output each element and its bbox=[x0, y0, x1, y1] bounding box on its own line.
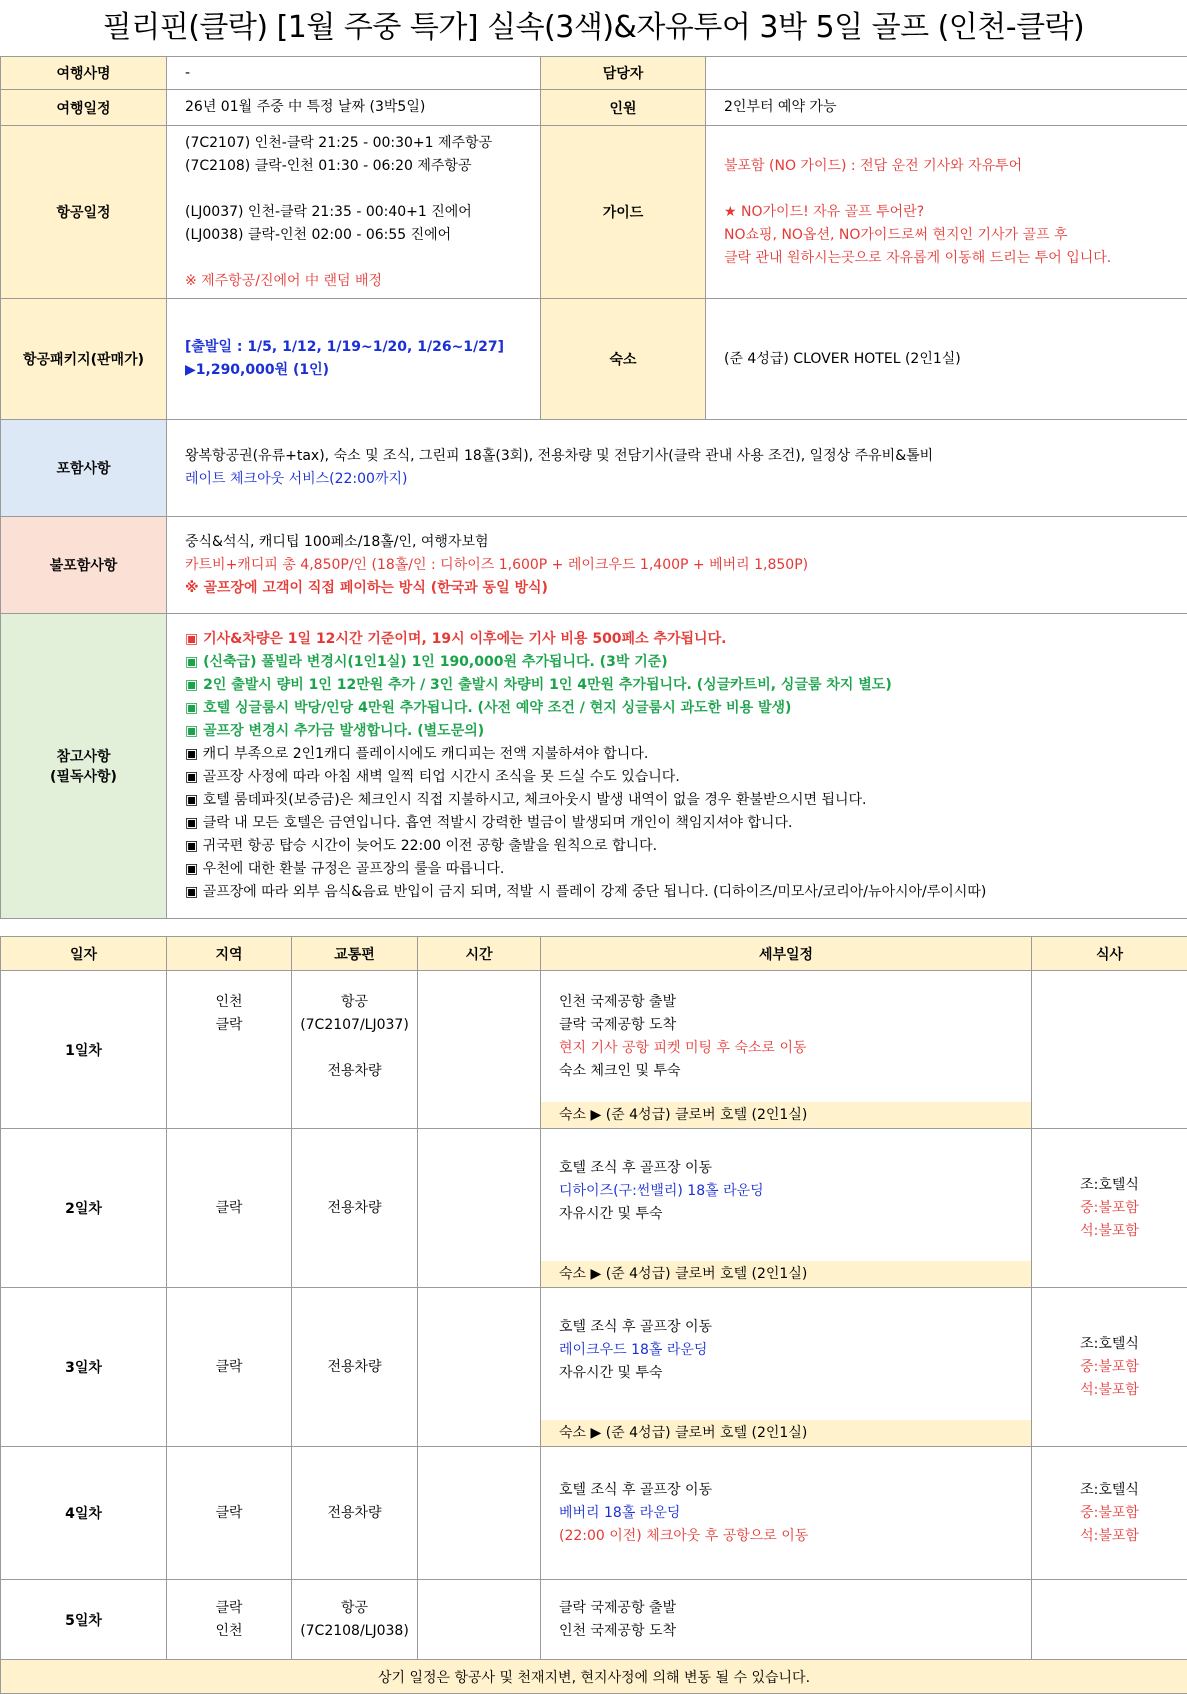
package-amount: ▶1,290,000원 (1인) bbox=[185, 359, 540, 382]
page-title: 필리핀(클락) [1월 주중 특가] 실속(3색)&자유투어 3박 5일 골프 (인천-클락) bbox=[0, 0, 1187, 56]
details-cell: 호텔 조식 후 골프장 이동 디하이즈(구:썬밸리) 18홀 라운딩 자유시간 및 투숙 숙소 ▶ (준 4성급) 클로버 호텔 (2인1실) bbox=[541, 1129, 1032, 1288]
hotel-bar: 숙소 ▶ (준 4성급) 클로버 호텔 (2인1실) bbox=[541, 1420, 1031, 1446]
note-line: ▣ 골프장 사정에 따라 아침 새벽 일찍 티업 시간시 조식을 못 드실 수도 있습니다. bbox=[185, 766, 1187, 789]
meals-cell bbox=[1032, 1580, 1187, 1660]
details-cell: 호텔 조식 후 골프장 이동 베버리 18홀 라운딩 (22:00 이전) 체크아웃 후 공항으로 이동 bbox=[541, 1447, 1032, 1580]
time-cell bbox=[418, 1447, 541, 1580]
manager-label: 담당자 bbox=[541, 57, 706, 90]
flight-note: ※ 제주항공/진에어 中 랜덤 배정 bbox=[185, 270, 540, 293]
time-cell bbox=[418, 1288, 541, 1447]
flight-line: (LJ0038) 클락-인천 02:00 - 06:55 진에어 bbox=[185, 224, 540, 247]
meals-cell: 조:호텔식 중:불포함 석:불포함 bbox=[1032, 1447, 1187, 1580]
flight-line: (7C2107) 인천-클락 21:25 - 00:30+1 제주항공 bbox=[185, 132, 540, 155]
itinerary-table bbox=[0, 936, 1187, 1694]
exclude-line: ※ 골프장에 고객이 직접 페이하는 방식 (한국과 동일 방식) bbox=[185, 577, 1187, 600]
meals-cell bbox=[1032, 971, 1187, 1129]
region-cell: 인천 클락 bbox=[167, 971, 292, 1129]
day-label: 4일차 bbox=[1, 1447, 167, 1580]
day-label: 1일차 bbox=[1, 971, 167, 1129]
details-cell: 클락 국제공항 출발 인천 국제공항 도착 bbox=[541, 1580, 1032, 1660]
package-dates: [출발일 : 1/5, 1/12, 1/19~1/20, 1/26~1/27] bbox=[185, 336, 540, 359]
details-cell: 인천 국제공항 출발 클락 국제공항 도착 현지 기사 공항 피켓 미팅 후 숙소로 이동 숙소 체크인 및 투숙 숙소 ▶ (준 4성급) 클로버 호텔 (2인1실) bbox=[541, 971, 1032, 1129]
header-details: 세부일정 bbox=[541, 937, 1032, 971]
transport-cell: 전용차량 bbox=[292, 1288, 418, 1447]
region-cell: 클락 bbox=[167, 1129, 292, 1288]
agency-label: 여행사명 bbox=[1, 57, 167, 90]
guide-info bbox=[706, 126, 1187, 299]
region-cell: 클락 bbox=[167, 1288, 292, 1447]
guide-line: NO쇼핑, NO옵션, NO가이드로써 현지인 기사가 골프 후 bbox=[724, 224, 1187, 247]
note-line: ▣ 클락 내 모든 호텔은 금연입니다. 흡연 적발시 강력한 벌금이 발생되며 개인이 책임지셔야 합니다. bbox=[185, 812, 1187, 835]
guide-line: 클락 관내 원하시는곳으로 자유롭게 이동해 드리는 투어 입니다. bbox=[724, 247, 1187, 270]
table-row bbox=[1, 1447, 1187, 1580]
transport-cell: 항공 (7C2108/LJ038) bbox=[292, 1580, 418, 1660]
note-line: ▣ (신축급) 풀빌라 변경시(1인1실) 1인 190,000원 추가됩니다. (3박 기준) bbox=[185, 651, 1187, 674]
footer-note: 상기 일정은 항공사 및 천재지변, 현지사정에 의해 변동 될 수 있습니다. bbox=[1, 1660, 1187, 1694]
header-date: 일자 bbox=[1, 937, 167, 971]
hotel-label: 숙소 bbox=[541, 299, 706, 420]
table-row bbox=[1, 1580, 1187, 1660]
transport-cell: 전용차량 bbox=[292, 1129, 418, 1288]
exclude-label: 불포함사항 bbox=[1, 517, 167, 614]
info-table bbox=[0, 56, 1187, 919]
guide-line: ★ NO가이드! 자유 골프 투어란? bbox=[724, 201, 1187, 224]
note-line: ▣ 캐디 부족으로 2인1캐디 플레이시에도 캐디피는 전액 지불하셔야 합니다. bbox=[185, 743, 1187, 766]
package-price bbox=[167, 299, 541, 420]
region-cell: 클락 bbox=[167, 1447, 292, 1580]
flight-label: 항공일정 bbox=[1, 126, 167, 299]
time-cell bbox=[418, 1129, 541, 1288]
exclude-line: 카트비+캐디피 총 4,850P/인 (18홀/인 : 디하이즈 1,600P + 레이크우드 1,400P + 베버리 1,850P) bbox=[185, 554, 1187, 577]
note-line: ▣ 2인 출발시 량비 1인 12만원 추가 / 3인 출발시 차량비 1인 4만원 추가됩니다. (싱글카트비, 싱글룸 차지 별도) bbox=[185, 674, 1187, 697]
hotel-bar: 숙소 ▶ (준 4성급) 클로버 호텔 (2인1실) bbox=[541, 1102, 1031, 1128]
note-line: ▣ 우천에 대한 환불 규정은 골프장의 룰을 따릅니다. bbox=[185, 858, 1187, 881]
guide-line: 불포함 (NO 가이드) : 전담 운전 기사와 자유투어 bbox=[724, 155, 1187, 178]
note-line: ▣ 호텔 싱글룸시 박당/인당 4만원 추가됩니다. (사전 예약 조건 / 현지 싱글룸시 과도한 비용 발생) bbox=[185, 697, 1187, 720]
header-transport: 교통편 bbox=[292, 937, 418, 971]
include-info bbox=[167, 420, 1187, 517]
flight-line: (7C2108) 클락-인천 01:30 - 06:20 제주항공 bbox=[185, 155, 540, 178]
hotel-value: (준 4성급) CLOVER HOTEL (2인1실) bbox=[706, 299, 1187, 420]
details-cell: 호텔 조식 후 골프장 이동 레이크우드 18홀 라운딩 자유시간 및 투숙 숙소 ▶ (준 4성급) 클로버 호텔 (2인1실) bbox=[541, 1288, 1032, 1447]
meals-cell: 조:호텔식 중:불포함 석:불포함 bbox=[1032, 1129, 1187, 1288]
time-cell bbox=[418, 1580, 541, 1660]
day-label: 3일차 bbox=[1, 1288, 167, 1447]
table-row bbox=[1, 971, 1187, 1129]
day-label: 5일차 bbox=[1, 1580, 167, 1660]
include-label: 포함사항 bbox=[1, 420, 167, 517]
region-cell: 클락 인천 bbox=[167, 1580, 292, 1660]
time-cell bbox=[418, 971, 541, 1129]
header-meals: 식사 bbox=[1032, 937, 1187, 971]
schedule-value: 26년 01월 주중 中 특정 날짜 (3박5일) bbox=[167, 90, 541, 126]
include-line: 왕복항공권(유류+tax), 숙소 및 조식, 그린피 18홀(3회), 전용차량 및 전담기사(클락 관내 사용 조건), 일정상 주유비&톨비 bbox=[185, 445, 1187, 468]
exclude-line: 중식&석식, 캐디팁 100페소/18홀/인, 여행자보험 bbox=[185, 531, 1187, 554]
note-line: ▣ 귀국편 항공 탑승 시간이 늦어도 22:00 이전 공항 출발을 원칙으로 합니다. bbox=[185, 835, 1187, 858]
package-label: 항공패키지(판매가) bbox=[1, 299, 167, 420]
header-time: 시간 bbox=[418, 937, 541, 971]
agency-value: - bbox=[167, 57, 541, 90]
header-region: 지역 bbox=[167, 937, 292, 971]
table-row bbox=[1, 1288, 1187, 1447]
notes-info bbox=[167, 614, 1187, 919]
flight-line: (LJ0037) 인천-클락 21:35 - 00:40+1 진에어 bbox=[185, 201, 540, 224]
people-value: 2인부터 예약 가능 bbox=[706, 90, 1187, 126]
transport-cell: 전용차량 bbox=[292, 1447, 418, 1580]
note-line: ▣ 호텔 룸데파짓(보증금)은 체크인시 직접 지불하시고, 체크아웃시 발생 내역이 없을 경우 환불받으시면 됩니다. bbox=[185, 789, 1187, 812]
include-line: 레이트 체크아웃 서비스(22:00까지) bbox=[185, 468, 1187, 491]
people-label: 인원 bbox=[541, 90, 706, 126]
guide-label: 가이드 bbox=[541, 126, 706, 299]
meals-cell: 조:호텔식 중:불포함 석:불포함 bbox=[1032, 1288, 1187, 1447]
note-line: ▣ 기사&차량은 1일 12시간 기준이며, 19시 이후에는 기사 비용 500페소 추가됩니다. bbox=[185, 628, 1187, 651]
hotel-bar: 숙소 ▶ (준 4성급) 클로버 호텔 (2인1실) bbox=[541, 1261, 1031, 1287]
notes-label: 참고사항 (필독사항) bbox=[1, 614, 167, 919]
schedule-label: 여행일정 bbox=[1, 90, 167, 126]
flight-schedule bbox=[167, 126, 541, 299]
day-label: 2일차 bbox=[1, 1129, 167, 1288]
note-line: ▣ 골프장에 따라 외부 음식&음료 반입이 금지 되며, 적발 시 플레이 강제 중단 됩니다. (디하이즈/미모사/코리아/뉴아시아/루이시따) bbox=[185, 881, 1187, 904]
note-line: ▣ 골프장 변경시 추가금 발생합니다. (별도문의) bbox=[185, 720, 1187, 743]
table-row bbox=[1, 1129, 1187, 1288]
manager-value bbox=[706, 57, 1187, 90]
exclude-info bbox=[167, 517, 1187, 614]
transport-cell: 항공 (7C2107/LJ037) 전용차량 bbox=[292, 971, 418, 1129]
